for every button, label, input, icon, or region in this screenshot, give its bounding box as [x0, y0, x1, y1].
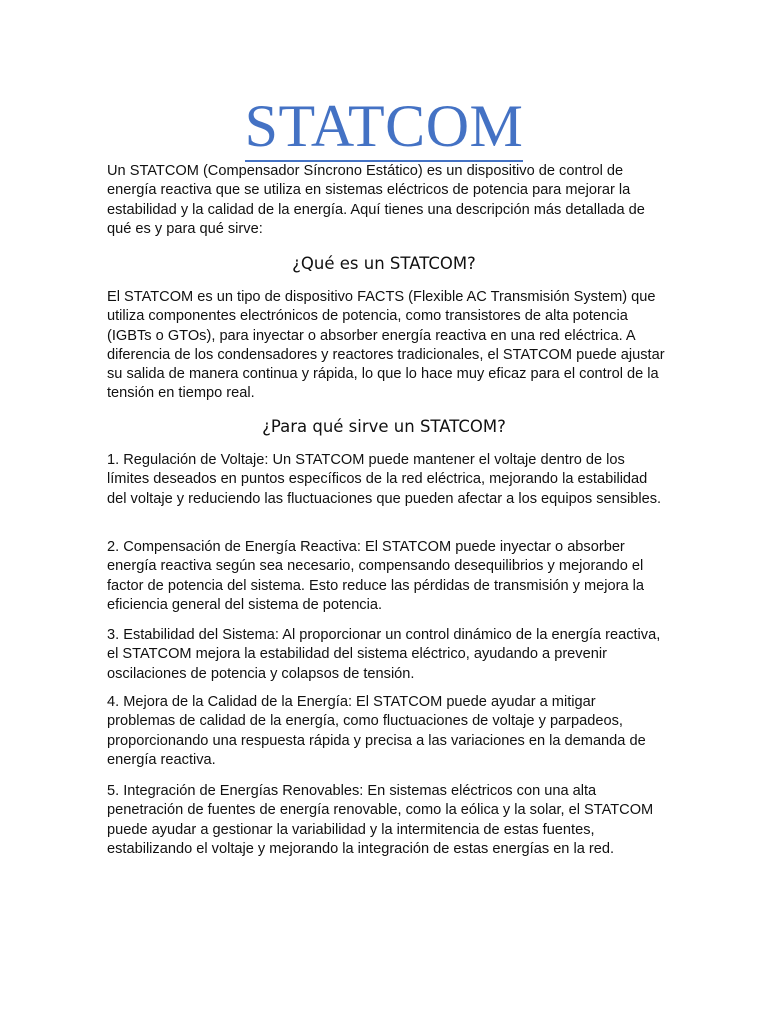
list-item-system-stability: 3. Estabilidad del Sistema: Al proporcionar un control dinámico de la energía reactiva, el STATCOM mejora la estabilidad del sistema eléctrico, ayudando a prevenir oscilaciones de potencia y colapsos de tensión.	[107, 627, 661, 682]
section-heading-what-is: ¿Qué es un STATCOM?	[292, 254, 476, 273]
document-title	[0, 94, 768, 162]
section-paragraph-what-is: El STATCOM es un tipo de dispositivo FACTS (Flexible AC Transmisión System) que utiliza componentes electrónicos de potencia, como transistores de alta potencia (IGBTs o GTOs), para inyectar o absorber energía reactiva en una red eléctrica. A diferencia de los condensadores y reactores tradicionales, el STATCOM puede ajustar su salida de manera continua y rápida, lo que lo hace muy eficaz para el control de la tensión en tiempo real.	[107, 289, 665, 402]
document-title-text: STATCOM	[245, 94, 524, 162]
list-item-power-quality: 4. Mejora de la Calidad de la Energía: El STATCOM puede ayudar a mitigar problemas de calidad de la energía, como fluctuaciones de voltaje y parpadeos, proporcionando una respuesta rápida y precisa a las variaciones en la demanda de energía reactiva.	[107, 694, 646, 768]
section-heading-purpose: ¿Para qué sirve un STATCOM?	[262, 417, 506, 436]
intro-paragraph: Un STATCOM (Compensador Síncrono Estático) es un dispositivo de control de energía reactiva que se utiliza en sistemas eléctricos de potencia para mejorar la estabilidad y la calidad de la energía. Aquí tienes una descripción más detallada de qué es y para qué sirve:	[107, 163, 645, 237]
list-item-voltage-regulation: 1. Regulación de Voltaje: Un STATCOM puede mantener el voltaje dentro de los límites deseados en puntos específicos de la red eléctrica, mejorando la estabilidad del voltaje y reduciendo las fluctuaciones que pueden afectar a los equipos sensibles.	[107, 452, 662, 507]
list-item-renewables-integration: 5. Integración de Energías Renovables: En sistemas eléctricos con una alta penetración de fuentes de energía renovable, como la eólica y la solar, el STATCOM puede ayudar a gestionar la variabilidad y la intermitencia de estas fuentes, estabilizando el voltaje y mejorando la integración de estas energías en la red.	[107, 783, 654, 857]
list-item-reactive-compensation: 2. Compensación de Energía Reactiva: El STATCOM puede inyectar o absorber energía reactiva según sea necesario, compensando desequilibrios y mejorando el factor de potencia del sistema. Esto reduce las pérdidas de transmisión y mejora la eficiencia general del sistema de potencia.	[107, 539, 644, 613]
